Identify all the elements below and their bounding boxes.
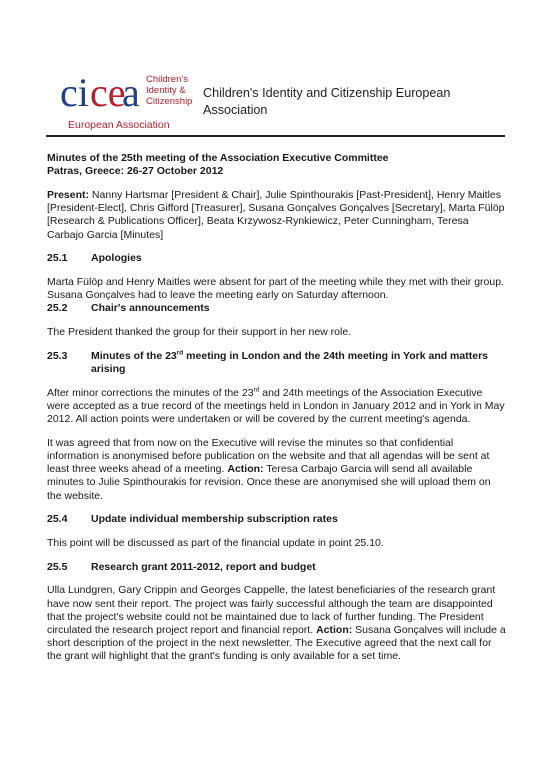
logo-line-2: Identity & xyxy=(146,85,186,96)
section-number: 25.2 xyxy=(47,302,68,315)
section-title: Apologies xyxy=(91,252,142,265)
action-label: Action: xyxy=(316,623,353,636)
section-heading-25-2 xyxy=(47,302,507,315)
section-text-25-3-p1 xyxy=(47,387,507,427)
section-number: 25.4 xyxy=(47,513,68,526)
section-text-25-4: This point will be discussed as part of the financial update in point 25.10. xyxy=(47,536,384,549)
section-number: 25.1 xyxy=(47,252,68,265)
logo-line-1: Children's xyxy=(146,74,188,85)
logo-subtitle: European Association xyxy=(68,119,170,131)
section-title: Update individual membership subscription rates xyxy=(91,513,338,526)
section-text-25-1: Marta Fülöp and Henry Maitles were absent for part of the meeting while they met with their group. Susana Gonçalves had to leave the meeting early on Saturday afternoon. xyxy=(47,275,504,302)
section-heading-25-3 xyxy=(47,350,507,376)
header-divider xyxy=(46,135,505,137)
present-paragraph xyxy=(47,189,507,242)
section-title: Chair's announcements xyxy=(91,302,210,315)
logo-letters-a: a xyxy=(122,70,140,115)
text-part: Susana Gonçalves will include a short description of the project in the next newsletter. The Executive agreed that the next call for the grant will highlight that the grant's funding is only available for a set time. xyxy=(47,623,506,663)
section-heading-25-1 xyxy=(47,252,507,265)
text-part: It was agreed that from now on the Executive will revise the minutes so that confidential information is anonymised before publication on the website and that all agendas will be sent at least three weeks ahead of a meeting. xyxy=(47,436,490,476)
logo-letters-ce: ce xyxy=(90,70,126,115)
logo-line-3: Citizenship xyxy=(146,96,193,107)
section-heading-25-4 xyxy=(47,513,507,526)
section-heading-25-5 xyxy=(47,561,507,574)
organization-name: Children's Identity and Citizenship European Association xyxy=(203,86,451,117)
logo-letters-ci: ci xyxy=(60,70,89,115)
section-title-part: Minutes of the 23 xyxy=(91,349,177,362)
present-text: Nanny Hartsmar [President & Chair], Julie Spinthourakis [Past-President], Henry Maitles [President-Elect], Chris Gifford [Treasurer], Susana Gonçalves Gonçalves [Secretary], Marta Fülöp [Research & Publications Officer], Beata Krzywosz-Rynkiewicz, Peter Cunningham, Teresa Carbajo Garcia [Minutes] xyxy=(47,188,505,241)
text-part: and 24th meetings of the Association Executive were accepted as a true record of the meetings held in London in January 2012 and in York in May 2012. All action points were undertaken or will be covered by the current meeting's agenda. xyxy=(47,386,505,426)
document-subtitle: Patras, Greece: 26-27 October 2012 xyxy=(47,165,224,178)
text-part: Teresa Carbajo Garcia will send all available minutes to Julie Spinthourakis for revision. Once these are anonymised she will upload them on the website. xyxy=(47,463,491,502)
cicea-logo xyxy=(60,68,196,140)
section-title: Research grant 2011-2012, report and budget xyxy=(91,560,316,573)
section-title xyxy=(91,350,507,376)
section-title-part: meeting in London and the 24th meeting in York and matters arising xyxy=(91,349,488,375)
action-label: Action: xyxy=(227,463,264,476)
section-text-25-3-p2 xyxy=(47,437,507,503)
minutes-body xyxy=(47,152,507,664)
section-text-25-2: The President thanked the group for their support in her new role. xyxy=(47,326,352,339)
document-title: Minutes of the 25th meeting of the Association Executive Committee xyxy=(47,152,389,164)
section-text-25-5 xyxy=(47,584,507,663)
section-number: 25.3 xyxy=(47,349,68,362)
section-number: 25.5 xyxy=(47,560,68,573)
text-part: After minor corrections the minutes of the 23 xyxy=(47,386,254,399)
superscript: rd xyxy=(253,386,260,394)
text-part: Ulla Lundgren, Gary Crippin and Georges Cappelle, the latest beneficiaries of the research grant have now sent their report. The project was fairly successful although the team are disappointed that the project's website could not be maintained due to lack of further funding. The President circulated the research project report and financial report. xyxy=(47,584,496,636)
superscript: rd xyxy=(176,349,184,357)
present-label: Present: xyxy=(47,188,90,201)
